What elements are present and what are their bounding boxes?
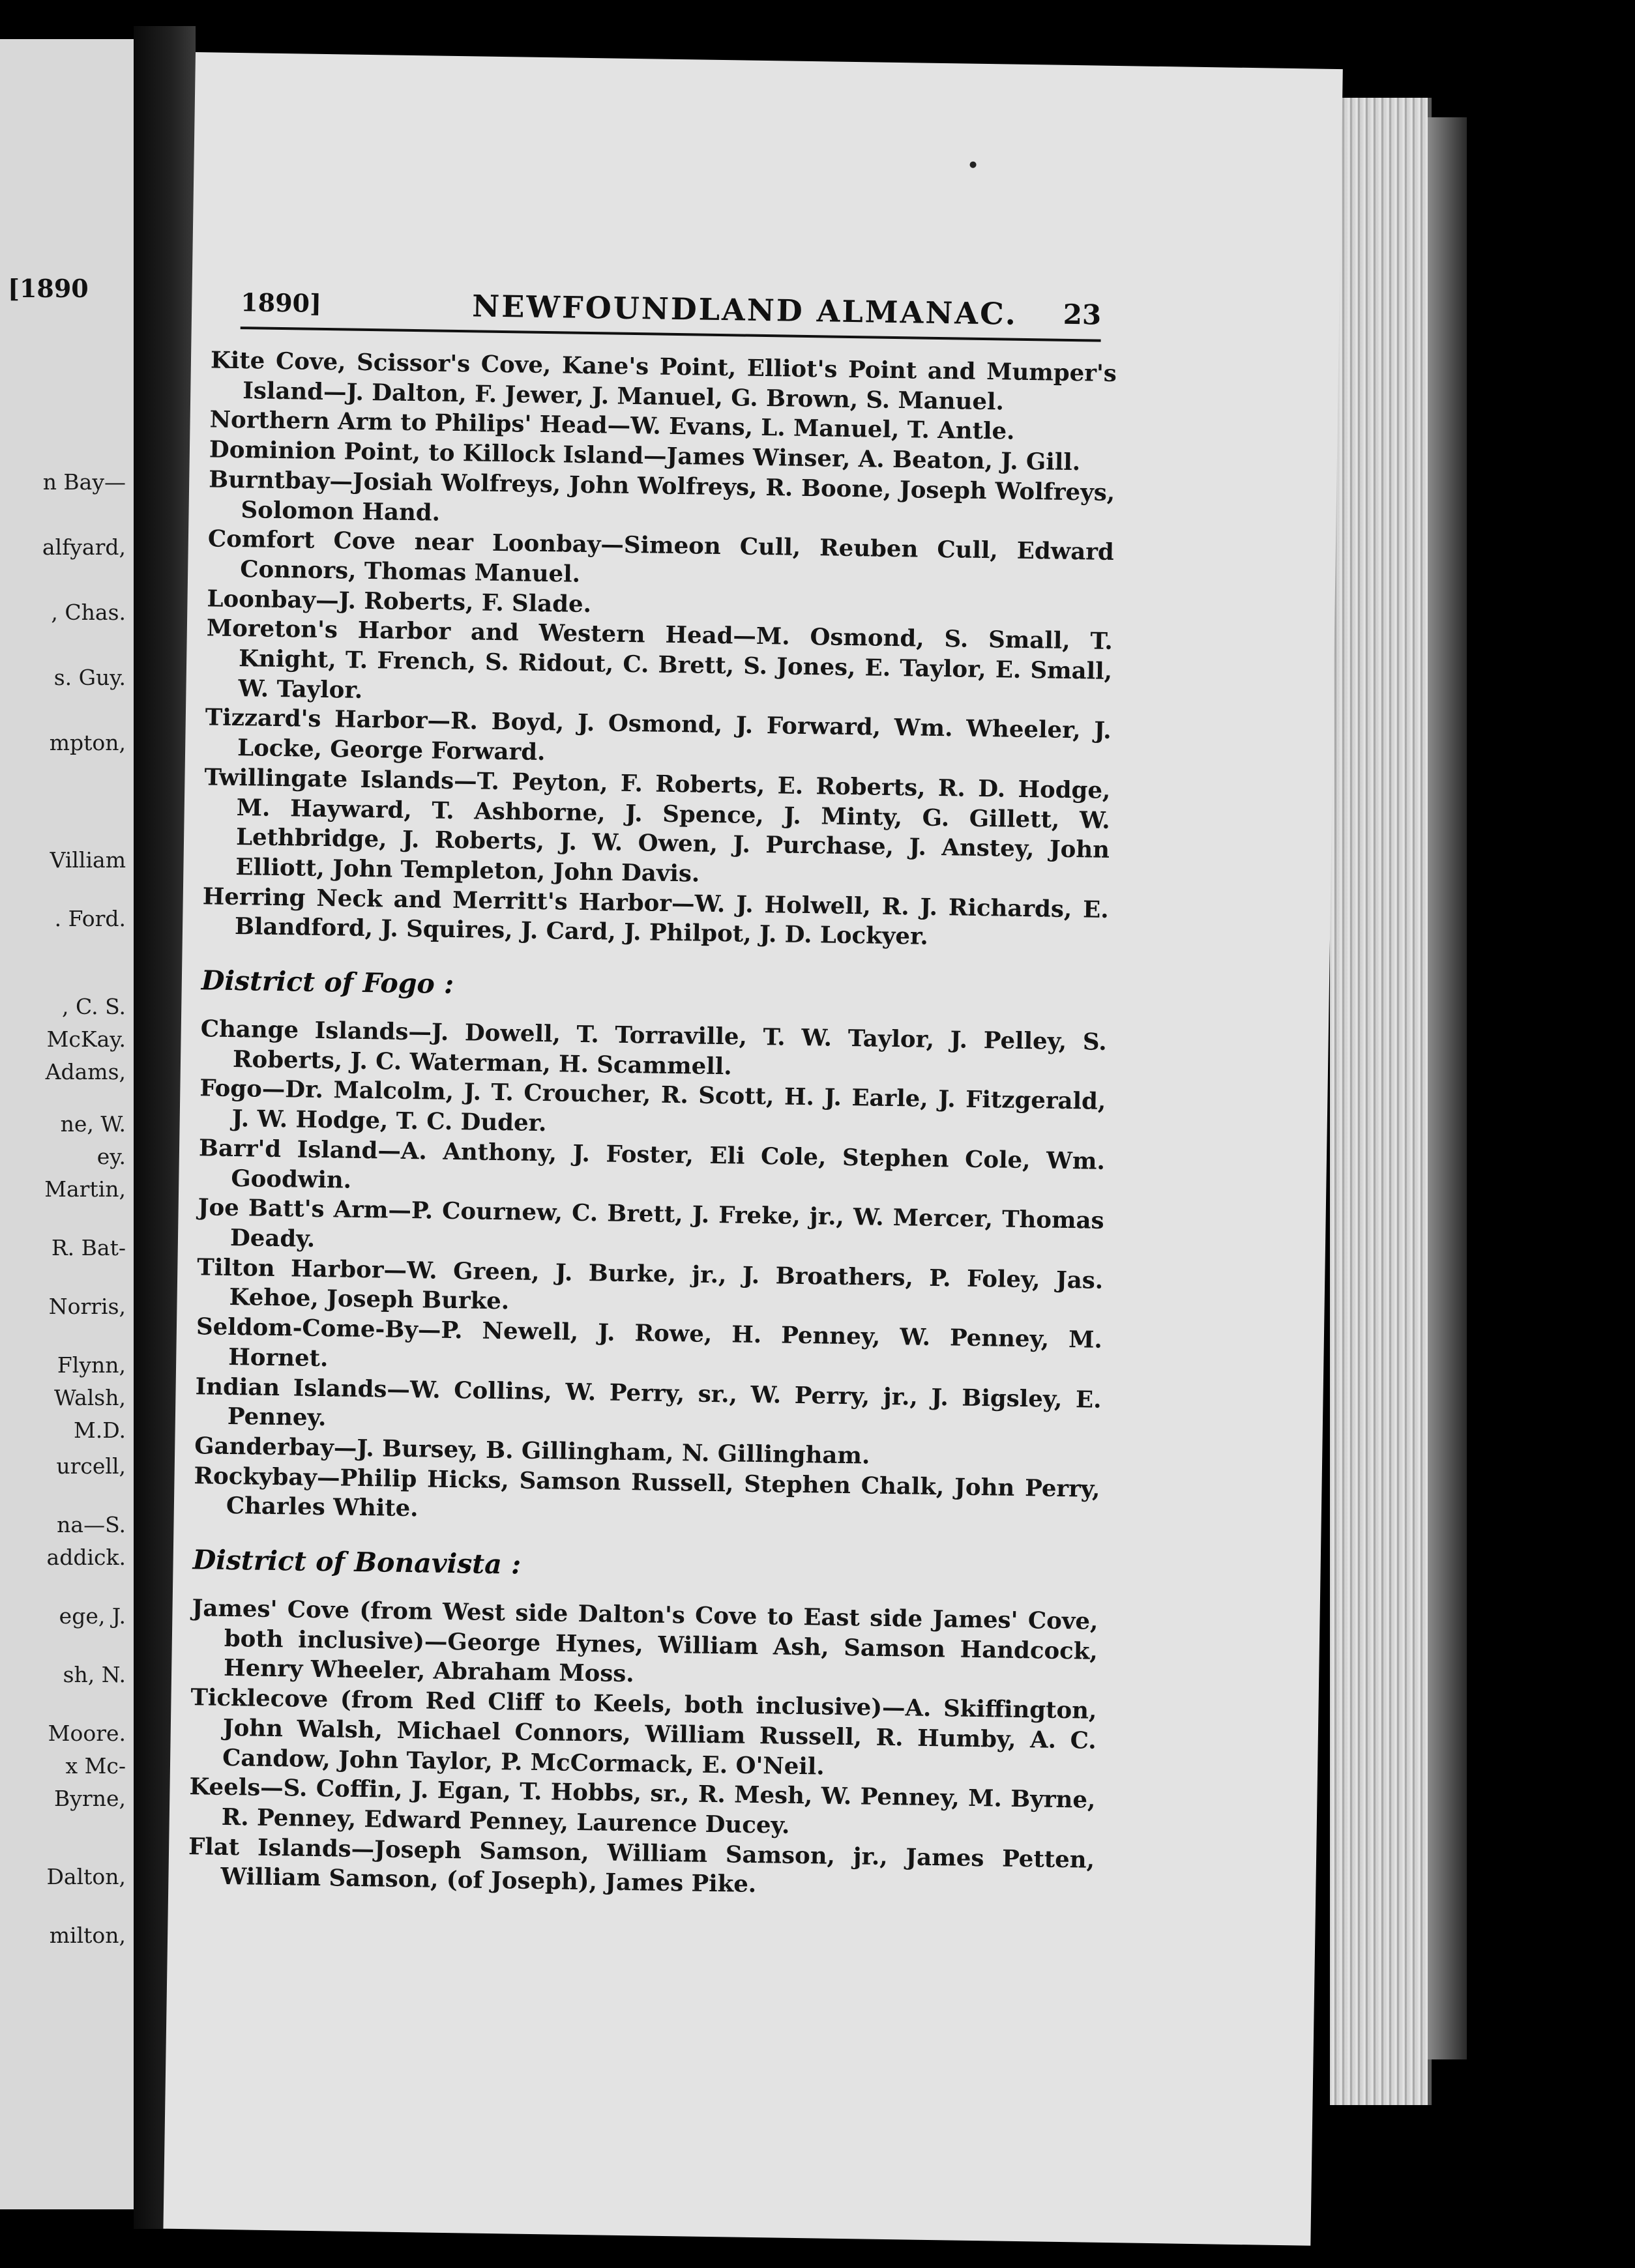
list-item: Indian Islands—W. Collins, W. Perry, sr., W. Perry, jr., J. Bigsley, E. Penney.: [195, 1373, 1102, 1432]
left-page-line: n Bay—: [42, 469, 126, 495]
left-page-line: , Chas.: [51, 600, 126, 625]
district-heading-fogo: District of Fogo :: [201, 965, 454, 1000]
left-page-line: ne, W.: [60, 1111, 126, 1137]
page-number: 23: [1063, 298, 1102, 331]
left-page-line: McKay.: [46, 1026, 126, 1052]
section-bonavista-entries: [188, 1593, 1098, 1905]
left-page-line: ege, J.: [59, 1603, 126, 1629]
left-page-line: R. Bat-: [51, 1235, 126, 1260]
left-page-line: Dalton,: [46, 1864, 126, 1889]
left-facing-page: [0, 39, 134, 2209]
cover-edge: [1428, 117, 1467, 2059]
list-item: James' Cove (from West side Dalton's Cove to East side James' Cove, both inclusive)—George Hynes, William Ash, Samson Handcock, Henry Wheeler, Abraham Moss.: [192, 1595, 1098, 1688]
list-item: Barr'd Island—A. Anthony, J. Foster, Eli Cole, Stephen Cole, Wm. Goodwin.: [198, 1135, 1106, 1194]
left-page-line: Martin,: [44, 1176, 126, 1202]
section-twillingate-entries: [202, 345, 1117, 955]
list-item: Joe Batt's Arm—P. Cournew, C. Brett, J. Freke, jr., W. Mercer, Thomas Deady.: [198, 1194, 1104, 1253]
left-page-line: sh, N.: [63, 1662, 126, 1687]
page-body: [188, 345, 1117, 1904]
left-page-line: Walsh,: [54, 1385, 126, 1410]
left-page-year: [1890: [8, 274, 89, 303]
left-page-line: Norris,: [48, 1294, 126, 1319]
list-item: Tizzard's Harbor—R. Boyd, J. Osmond, J. Forward, Wm. Wheeler, J. Locke, George Forward.: [205, 704, 1112, 766]
left-page-line: Moore.: [48, 1721, 126, 1746]
left-page-line: , C. S.: [62, 994, 126, 1019]
list-item: Northern Arm to Philips' Head—W. Evans, L. Manuel, T. Antle.: [209, 406, 1015, 446]
left-page-line: M.D.: [73, 1418, 126, 1443]
list-item: Change Islands—J. Dowell, T. Torraville, T. W. Taylor, J. Pelley, S. Roberts, J. C. Waterman, H. Scammell.: [200, 1015, 1107, 1081]
left-page-line: x Mc-: [65, 1753, 126, 1779]
left-page-line: milton,: [49, 1923, 126, 1948]
list-item: Herring Neck and Merritt's Harbor—W. J. Holwell, R. J. Richards, E. Blandford, J. Squires, J. Card, J. Philpot, J. D. Lockyer.: [202, 882, 1109, 951]
list-item: Kite Cove, Scissor's Cove, Kane's Point, Elliot's Point and Mumper's Island—J. Dalton, F. Jewer, J. Manuel, G. Brown, S. Manuel.: [210, 347, 1117, 416]
list-item: Tilton Harbor—W. Green, J. Burke, jr., J. Broathers, P. Foley, Jas. Kehoe, Joseph Burke.: [197, 1253, 1104, 1315]
list-item: Ganderbay—J. Bursey, B. Gillingham, N. Gillingham.: [194, 1432, 870, 1470]
left-page-line: s. Guy.: [53, 665, 126, 690]
header-year: 1890]: [240, 287, 322, 318]
section-fogo-entries: [194, 1014, 1107, 1534]
left-page-line: mpton,: [49, 730, 126, 755]
left-page-line: . Ford.: [54, 906, 126, 931]
left-page-line: Adams,: [45, 1059, 126, 1084]
list-item: Ticklecove (from Red Cliff to Keels, both inclusive)—A. Skiffington, John Walsh, Michael Connors, William Russell, R. Humby, A. C. Candow, John Taylor, P. McCormack, E. O'Neil.: [190, 1684, 1097, 1781]
left-page-line: alfyard,: [42, 534, 126, 560]
left-page-line: Byrne,: [54, 1786, 126, 1811]
list-item: Twillingate Islands—T. Peyton, F. Roberts, E. Roberts, R. D. Hodge, M. Hayward, T. Ashborne, J. Spence, J. Minty, G. Gillett, W. Lethbridge, J. Roberts, J. W. Owen, J. Purchase, J. Anstey, John Elliott, John Templeton, John Davis.: [204, 764, 1111, 888]
left-page-line: na—S.: [57, 1512, 126, 1537]
ink-speck: [969, 162, 976, 168]
left-page-line: Flynn,: [57, 1352, 126, 1378]
list-item: Loonbay—J. Roberts, F. Slade.: [207, 585, 592, 618]
almanac-page: [163, 52, 1342, 2246]
running-header: [241, 287, 1102, 342]
list-item: Burntbay—Josiah Wolfreys, John Wolfreys, R. Boone, Joseph Wolfreys, Solomon Hand.: [208, 466, 1115, 527]
left-page-line: ey.: [96, 1144, 126, 1169]
left-page-line: addick.: [46, 1545, 126, 1570]
district-heading-bonavista: District of Bonavista :: [192, 1544, 522, 1580]
left-page-line: Villiam: [50, 847, 126, 873]
list-item: Seldom-Come-By—P. Newell, J. Rowe, H. Penney, W. Penney, M. Hornet.: [196, 1313, 1103, 1373]
list-item: Flat Islands—Joseph Samson, William Samson, jr., James Petten, William Samson, (of Joseph), James Pike.: [188, 1833, 1095, 1898]
list-item: Rockybay—Philip Hicks, Samson Russell, Stephen Chalk, John Perry, Charles White.: [194, 1462, 1100, 1522]
page-edges: [1330, 98, 1432, 2105]
list-item: Fogo—Dr. Malcolm, J. T. Croucher, R. Scott, H. J. Earle, J. Fitzgerald, J. W. Hodge, T. C. Duder.: [199, 1075, 1106, 1137]
left-page-line: urcell,: [56, 1453, 126, 1479]
header-title: NEWFOUNDLAND ALMANAC.: [471, 288, 1018, 332]
list-item: Keels—S. Coffin, J. Egan, T. Hobbs, sr., R. Mesh, W. Penney, M. Byrne, R. Penney, Edward Penney, Laurence Ducey.: [189, 1773, 1096, 1839]
list-item: Moreton's Harbor and Western Head—M. Osmond, S. Small, T. Knight, T. French, S. Ridout, C. Brett, S. Jones, E. Taylor, E. Small, W. Taylor.: [206, 615, 1113, 704]
list-item: Dominion Point, to Killock Island—James Winser, A. Beaton, J. Gill.: [209, 436, 1081, 476]
list-item: Comfort Cove near Loonbay—Simeon Cull, Reuben Cull, Edward Connors, Thomas Manuel.: [207, 525, 1115, 588]
